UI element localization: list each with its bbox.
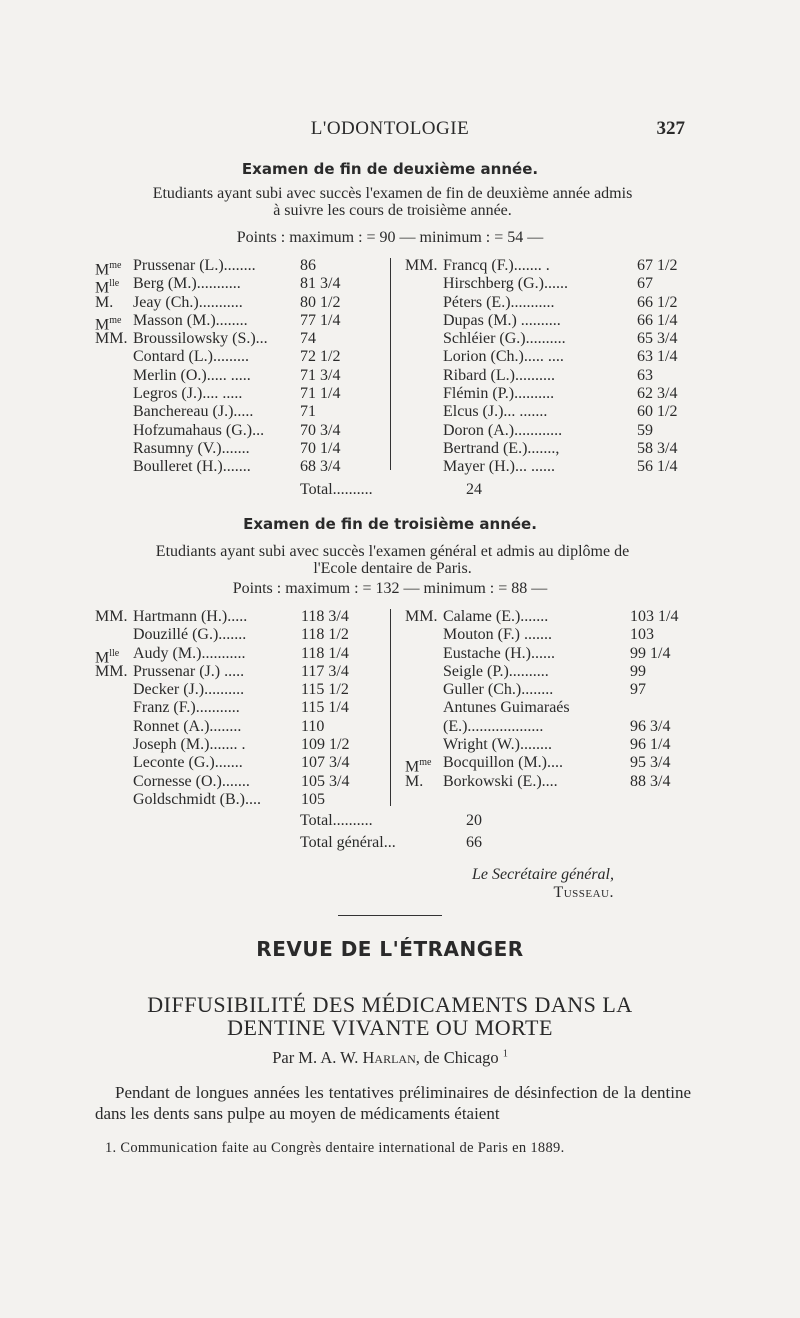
student-score: 81 3/4	[300, 275, 341, 293]
list-item	[405, 330, 695, 348]
author-footnote-marker: 1	[502, 1048, 508, 1060]
student-score: 103	[630, 626, 654, 644]
student-name: Calame (E.).......	[443, 608, 549, 625]
honorific: M.	[95, 293, 114, 311]
list-item	[95, 458, 395, 476]
article-title	[95, 993, 685, 1039]
student-score: 67	[637, 275, 653, 293]
list-item	[95, 626, 395, 644]
list-item	[95, 367, 395, 385]
exam3-heading: Examen de fin de troisième année.	[243, 515, 537, 533]
list-item	[405, 608, 695, 626]
honorific: $M^{lle}$	[95, 278, 120, 297]
honorific: MM.	[405, 608, 438, 625]
honorific: $M^{me}$	[95, 314, 122, 334]
list-item	[95, 330, 395, 348]
student-name: Goldschmidt (B.)....	[133, 790, 261, 808]
student-score: 99 1/4	[630, 644, 671, 662]
student-score: 117 3/4	[301, 662, 349, 680]
student-score: 103 1/4	[630, 608, 679, 625]
student-name: Hofzumahaus (G.)...	[133, 421, 265, 439]
student-name: Seigle (P.)..........	[443, 662, 549, 680]
student-name: Flémin (P.)..........	[443, 385, 555, 403]
list-item	[405, 458, 695, 476]
list-item	[405, 422, 695, 440]
student-score: 59	[637, 421, 653, 439]
student-score: 105 3/4	[301, 772, 350, 790]
list-item	[95, 294, 395, 312]
student-score: 118 3/4	[301, 608, 349, 625]
honorific: $M^{lle}$	[95, 647, 120, 666]
author-name: Harlan	[362, 1048, 416, 1067]
exam3-total-value: 20	[466, 812, 482, 829]
student-name: (E.)...................	[443, 717, 544, 735]
student-name: Decker (J.)..........	[133, 681, 245, 699]
list-item	[95, 275, 395, 297]
exam2-intro-line2: à suivre les cours de troisième année.	[273, 202, 512, 219]
student-score: 95 3/4	[630, 754, 671, 772]
list-item	[405, 403, 695, 421]
student-name: Wright (W.)........	[443, 736, 552, 754]
student-name: Audy (M.)...........	[133, 644, 246, 662]
student-name: Eustache (H.)......	[443, 644, 555, 662]
student-score: 96 1/4	[630, 736, 671, 754]
list-item	[405, 773, 695, 791]
student-score: 63	[637, 366, 653, 384]
student-name: Doron (A.)............	[443, 421, 563, 439]
honorific: $M^{me}$	[95, 260, 122, 279]
section-divider	[338, 915, 442, 916]
student-score: 63 1/4	[637, 348, 678, 366]
exam2-total-label: Total..........	[300, 481, 373, 498]
student-name: Guller (Ch.)........	[443, 681, 554, 699]
list-item	[95, 791, 395, 809]
student-score: 65 3/4	[637, 330, 678, 348]
student-score: 58 3/4	[637, 439, 678, 457]
exam2-total	[300, 481, 482, 499]
honorific: MM.	[95, 330, 128, 348]
student-score: 110	[301, 717, 325, 735]
exam2-total-value: 24	[466, 481, 482, 498]
student-name: Borkowski (E.)....	[443, 772, 558, 790]
grand-total-value: 66	[466, 834, 482, 851]
student-name: Banchereau (J.).....	[133, 403, 254, 421]
signature-name: Tusseau.	[553, 884, 614, 901]
author-suffix: , de Chicago	[415, 1048, 499, 1067]
student-name: Hirschberg (G.)......	[443, 275, 569, 293]
exam3-left-column	[95, 608, 395, 809]
student-score: 74	[300, 330, 316, 348]
list-item	[405, 275, 695, 293]
student-score: 71 1/4	[300, 385, 341, 403]
student-name: Lorion (Ch.)..... ....	[443, 348, 564, 366]
student-name: Contard (L.).........	[133, 348, 249, 366]
student-name: Mouton (F.) .......	[443, 626, 552, 644]
signature-role: Le Secrétaire général,	[471, 866, 614, 883]
list-item	[405, 645, 695, 663]
exam2-right-column	[405, 257, 695, 477]
exam2-points: Points : maximum : = 90 — minimum : = 54 —	[236, 229, 544, 246]
student-name: Bocquillon (M.)....	[443, 754, 563, 772]
student-name: Mayer (H.)... ......	[443, 458, 555, 476]
student-score: 109 1/2	[301, 736, 350, 754]
student-name: Merlin (O.)..... .....	[133, 366, 251, 384]
list-item	[95, 385, 395, 403]
student-score: 118 1/2	[301, 626, 349, 644]
page-header	[95, 118, 685, 142]
author-prefix: Par M. A. W.	[272, 1048, 359, 1067]
list-item	[95, 644, 395, 666]
student-name: Legros (J.).... .....	[133, 385, 243, 403]
student-name: Péters (E.)...........	[443, 293, 555, 311]
student-score: 60 1/2	[637, 403, 678, 421]
student-score: 71 3/4	[300, 366, 341, 384]
student-name: Boulleret (H.).......	[133, 458, 251, 476]
student-name: Ribard (L.)..........	[443, 366, 555, 384]
student-name: Joseph (M.)....... .	[133, 736, 246, 754]
list-item	[405, 626, 695, 644]
student-score: 97	[630, 681, 646, 699]
list-item	[405, 754, 695, 776]
list-item	[95, 773, 395, 791]
list-item	[405, 681, 695, 699]
student-score: 70 3/4	[300, 421, 341, 439]
list-item	[405, 294, 695, 312]
student-name: Bertrand (E.).......,	[443, 439, 560, 457]
signature-block	[472, 866, 614, 902]
exam3-points: Points : maximum : = 132 — minimum : = 88 —	[232, 580, 548, 597]
list-item	[95, 699, 395, 717]
student-score: 77 1/4	[300, 311, 341, 329]
honorific: MM.	[95, 662, 128, 680]
exam3-total-label: Total..........	[300, 812, 373, 829]
page-number: 327	[656, 118, 685, 139]
column-divider	[390, 258, 391, 470]
list-item	[405, 348, 695, 366]
honorific: M.	[405, 772, 424, 790]
list-item	[405, 257, 695, 275]
grand-total-label: Total général...	[300, 834, 396, 851]
student-name: Douzillé (G.).......	[133, 626, 247, 644]
student-name: Rasumny (V.).......	[133, 439, 250, 457]
student-score: 80 1/2	[300, 293, 341, 311]
student-score: 66 1/2	[637, 293, 678, 311]
honorific: MM.	[405, 257, 438, 274]
exam2-intro-line1: Etudiants ayant subi avec succès l'examen de fin de deuxième année admis	[152, 185, 633, 202]
footnote: 1. Communication faite au Congrès dentaire international de Paris en 1889.	[105, 1140, 565, 1156]
student-score: 72 1/2	[300, 348, 341, 366]
list-item	[95, 422, 395, 440]
student-score: 115 1/2	[301, 681, 349, 699]
article-body: Pendant de longues années les tentatives préliminaires de désinfection de la dentine dans les dents sans pulpe au moyen de médicaments étaient	[95, 1083, 691, 1123]
student-score: 96 3/4	[630, 717, 671, 735]
list-item	[405, 699, 695, 717]
article-author	[95, 1048, 685, 1068]
list-item	[405, 440, 695, 458]
article-title-line1: DIFFUSIBILITÉ DES MÉDICAMENTS DANS LA	[147, 992, 633, 1017]
exam3-right-column	[405, 608, 695, 791]
student-name: Prussenar (J.) .....	[133, 662, 245, 680]
student-score: 107 3/4	[301, 754, 350, 772]
student-name: Cornesse (O.).......	[133, 772, 250, 790]
list-item	[95, 718, 395, 736]
student-score: 99	[630, 662, 646, 680]
student-score: 66 1/4	[637, 311, 678, 329]
list-item	[95, 754, 395, 772]
exam3-intro-line2: l'Ecole dentaire de Paris.	[313, 560, 472, 577]
student-name: Francq (F.)....... .	[443, 257, 550, 274]
student-name: Hartmann (H.).....	[133, 608, 248, 625]
list-item	[405, 367, 695, 385]
student-name: Berg (M.)...........	[133, 275, 241, 293]
list-item	[405, 718, 695, 736]
student-name: Masson (M.)........	[133, 311, 248, 329]
revue-heading: REVUE DE L'ÉTRANGER	[256, 937, 524, 961]
student-score: 86	[300, 257, 316, 274]
student-score: 68 3/4	[300, 458, 341, 476]
list-item	[95, 257, 395, 279]
student-name: Jeay (Ch.)...........	[133, 293, 243, 311]
list-item	[95, 608, 395, 626]
list-item	[95, 403, 395, 421]
student-score: 105	[301, 790, 325, 808]
list-item	[95, 440, 395, 458]
exam3-intro-line1: Etudiants ayant subi avec succès l'examen général et admis au diplôme de	[155, 543, 630, 560]
list-item	[95, 681, 395, 699]
student-name: Elcus (J.)... .......	[443, 403, 548, 421]
list-item	[95, 311, 395, 334]
student-score: 71	[300, 403, 316, 421]
honorific: $M^{me}$	[405, 757, 432, 776]
list-item	[405, 663, 695, 681]
student-name: Broussilowsky (S.)...	[133, 330, 268, 348]
running-title: L'ODONTOLOGIE	[310, 118, 470, 139]
student-name: Franz (F.)...........	[133, 699, 240, 717]
student-score: 118 1/4	[301, 644, 349, 662]
exam2-left-column	[95, 257, 395, 477]
honorific: MM.	[95, 608, 128, 625]
student-name: Antunes Guimaraés	[443, 699, 570, 717]
student-score: 115 1/4	[301, 699, 349, 717]
student-name: Leconte (G.).......	[133, 754, 243, 772]
exam3-grand-total	[300, 834, 482, 852]
exam2-heading: Examen de fin de deuxième année.	[241, 160, 539, 178]
column-divider	[390, 609, 391, 806]
student-score: 56 1/4	[637, 458, 678, 476]
list-item	[405, 312, 695, 330]
list-item	[95, 348, 395, 366]
exam3-total	[300, 812, 482, 830]
student-score: 62 3/4	[637, 385, 678, 403]
student-score: 70 1/4	[300, 439, 341, 457]
list-item	[95, 736, 395, 754]
student-name: Ronnet (A.)........	[133, 717, 242, 735]
student-name: Dupas (M.) ..........	[443, 311, 561, 329]
exam3-intro	[95, 543, 690, 577]
student-score: 67 1/2	[637, 257, 678, 274]
list-item	[405, 736, 695, 754]
list-item	[95, 663, 395, 681]
student-name: Schléier (G.)..........	[443, 330, 566, 348]
student-score: 88 3/4	[630, 772, 671, 790]
student-name: Prussenar (L.)........	[133, 257, 256, 274]
article-title-line2: DENTINE VIVANTE OU MORTE	[227, 1015, 553, 1040]
exam2-intro	[95, 185, 690, 219]
list-item	[405, 385, 695, 403]
